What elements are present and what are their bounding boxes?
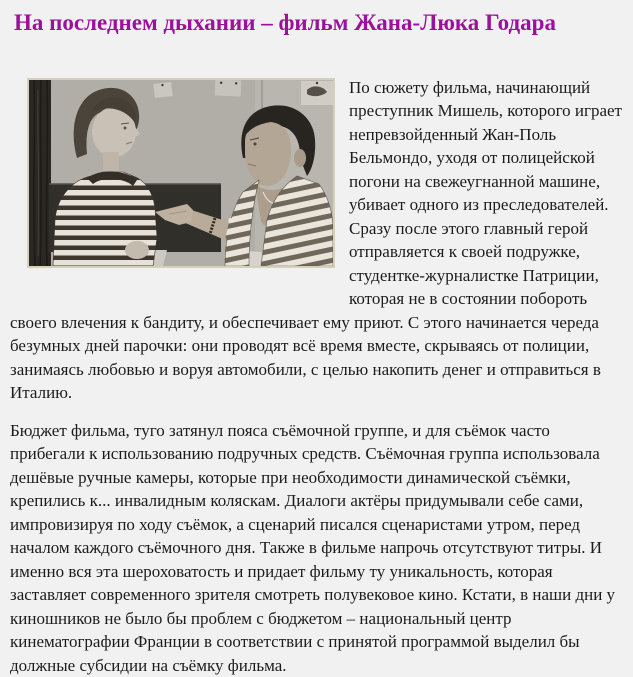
film-still-image — [29, 80, 333, 266]
film-still-photo — [27, 78, 335, 268]
article-title: На последнем дыхании – фильм Жана-Люка Годара — [14, 10, 556, 35]
article-page — [0, 9, 633, 677]
article-body — [10, 76, 623, 677]
paragraph-production: Бюджет фильма, туго затянул пояса съёмочной группе, и для съёмок часто прибегали к использованию подручных средств. Съёмочная группа использовала дешёвые ручные камеры, которые при необходимости динамической съёмки, крепились к... инвалидным коляскам. Диалоги актёры придумывали себе сами, импровизируя по ходу съёмок, а сценарий писался сценаристами утром, перед началом каждого съёмочного дня. Также в фильме напрочь отсутствуют титры. И именно вся эта шероховатость и придает фильму ту уникальность, которая заставляет современного зрителя смотреть полувековое кино. Кстати, в наши дни у киношников не было бы проблем с бюджетом – национальный центр кинематографии Франции в соответствии с принятой программой выделил бы должные субсидии на съёмку фильма. — [10, 420, 616, 675]
paragraph-plot: По сюжету фильма, начинающий преступник Мишель, которого играет непревзойденный Жан-Поль Бельмондо, уходя от полицейской погони на свежеугнанной машине, убивает одного из преследователей. Сразу после этого главный герой отправляется к своей подружке, студентке-журналистке Патриции, которая не в состоянии побороть своего влечения к бандиту, и обеспечивает ему приют. С этого начинается череда безумных дней парочки: они проводят всё время вместе, скрываясь от полиции, занимаясь любовью и воруя автомобили, с целью накопить денег и отправиться в Италию. — [10, 77, 622, 403]
